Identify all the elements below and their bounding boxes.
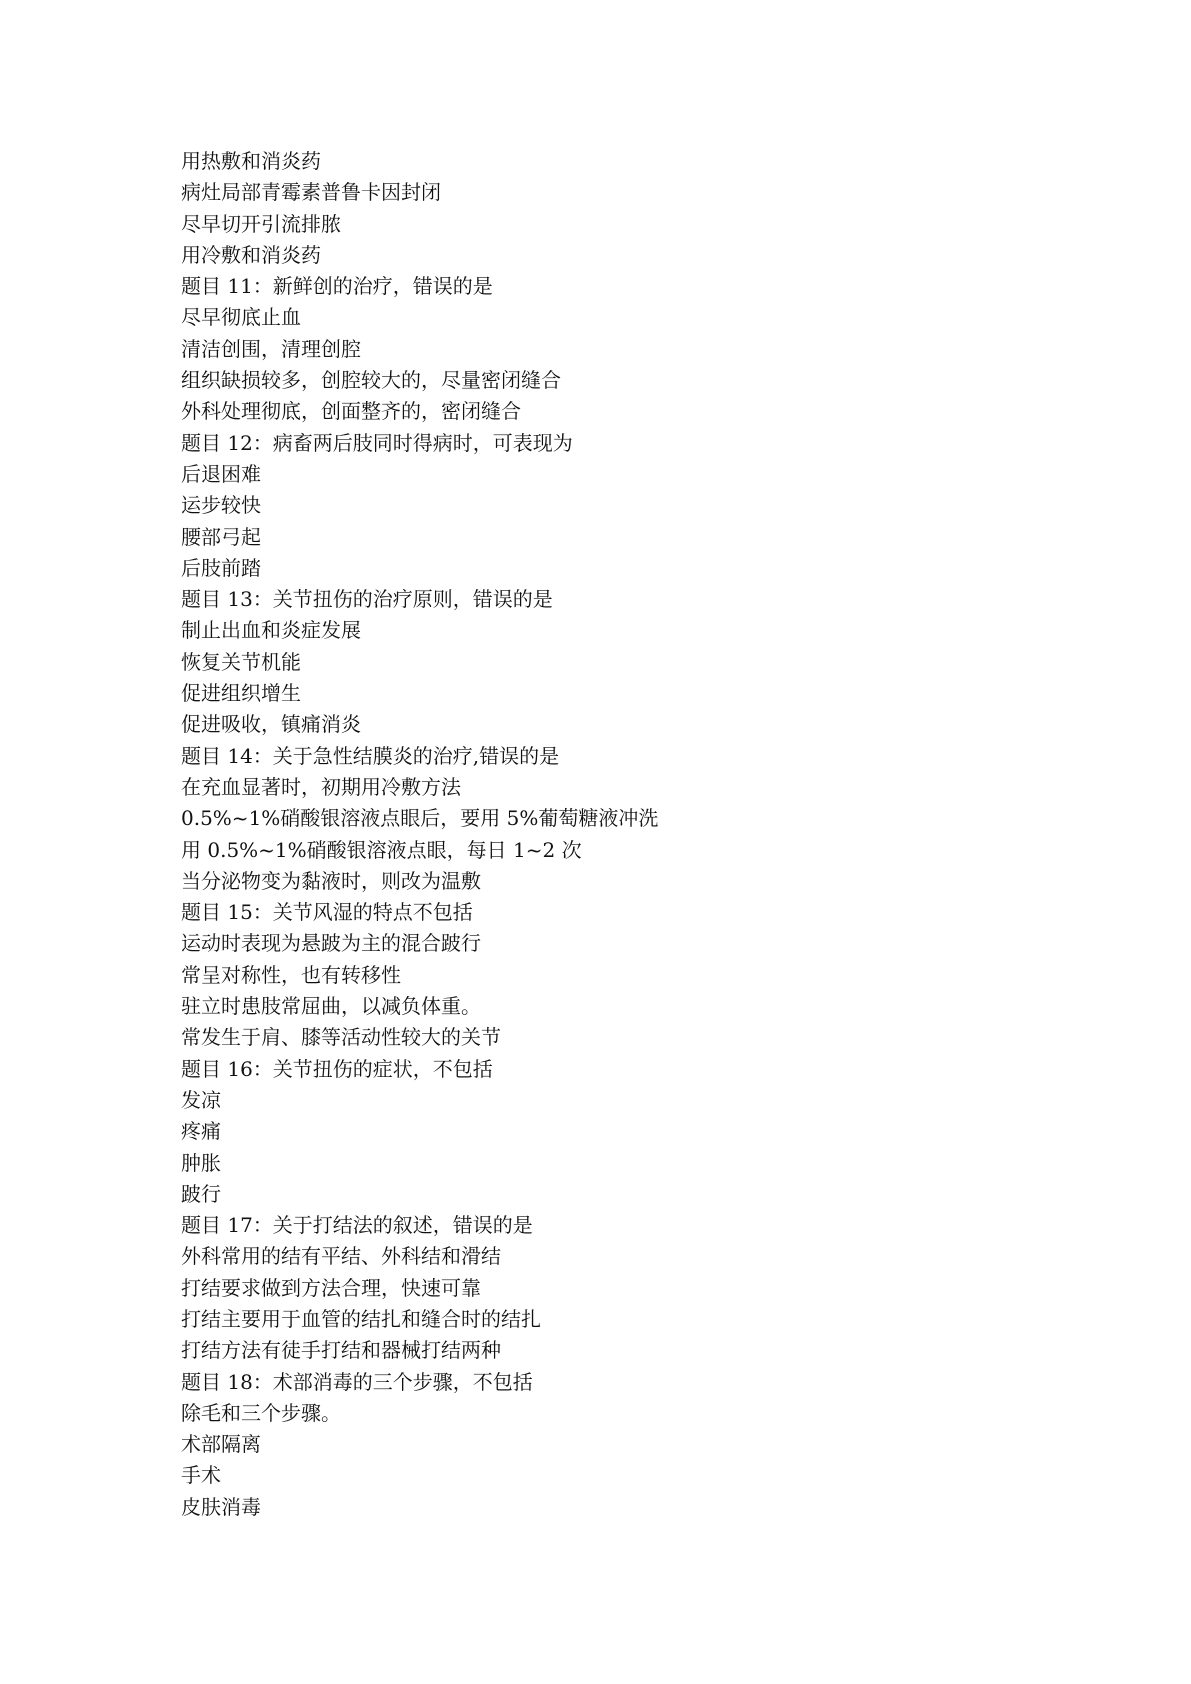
text-line: 打结要求做到方法合理，快速可靠 <box>181 1275 481 1300</box>
text-line: 疼痛 <box>181 1119 221 1144</box>
question-heading: 题目 12：病畜两后肢同时得病时，可表现为 <box>181 430 573 455</box>
text-line: 用冷敷和消炎药 <box>181 242 321 267</box>
text-line: 尽早彻底止血 <box>181 305 301 330</box>
text-line: 打结主要用于血管的结扎和缝合时的结扎 <box>181 1306 541 1331</box>
document-body <box>181 146 1081 1523</box>
text-line: 常发生于肩、膝等活动性较大的关节 <box>181 1025 501 1050</box>
text-line: 尽早切开引流排脓 <box>181 211 341 236</box>
text-line: 术部隔离 <box>181 1432 261 1457</box>
question-heading: 题目 14：关于急性结膜炎的治疗,错误的是 <box>181 743 560 768</box>
text-line: 当分泌物变为黏液时，则改为温敷 <box>181 868 481 893</box>
question-heading: 题目 18：术部消毒的三个步骤，不包括 <box>181 1369 533 1394</box>
question-heading: 题目 13：关节扭伤的治疗原则，错误的是 <box>181 587 553 612</box>
text-line: 0.5%~1%硝酸银溶液点眼后，要用 5%葡萄糖液冲洗 <box>181 806 659 831</box>
question-heading: 题目 11：新鲜创的治疗，错误的是 <box>181 274 493 299</box>
text-line: 外科常用的结有平结、外科结和滑结 <box>181 1244 501 1269</box>
text-line: 腰部弓起 <box>181 524 261 549</box>
text-line: 打结方法有徒手打结和器械打结两种 <box>181 1338 501 1363</box>
text-line: 组织缺损较多，创腔较大的，尽量密闭缝合 <box>181 368 561 393</box>
text-line: 手术 <box>181 1463 221 1488</box>
text-line: 外科处理彻底，创面整齐的，密闭缝合 <box>181 399 521 424</box>
text-line: 发凉 <box>181 1087 221 1112</box>
text-line: 跛行 <box>181 1181 221 1206</box>
text-line: 在充血显著时，初期用冷敷方法 <box>181 774 461 799</box>
text-line: 后退困难 <box>181 461 261 486</box>
text-line: 恢复关节机能 <box>181 649 301 674</box>
text-line: 用热敷和消炎药 <box>181 149 321 173</box>
text-line: 肿胀 <box>181 1150 221 1175</box>
question-heading: 题目 17：关于打结法的叙述，错误的是 <box>181 1213 533 1238</box>
text-line: 清洁创围，清理创腔 <box>181 336 361 361</box>
text-line: 驻立时患肢常屈曲，以减负体重。 <box>181 994 481 1019</box>
text-line: 运动时表现为悬跛为主的混合跛行 <box>181 931 481 956</box>
text-line: 皮肤消毒 <box>181 1494 261 1519</box>
text-line: 除毛和三个步骤。 <box>181 1400 341 1425</box>
text-line: 后肢前踏 <box>181 555 261 580</box>
text-line: 运步较快 <box>181 493 261 518</box>
text-line: 常呈对称性，也有转移性 <box>181 962 401 987</box>
text-line: 促进组织增生 <box>181 681 301 706</box>
text-line: 病灶局部青霉素普鲁卡因封闭 <box>181 180 441 205</box>
text-line: 制止出血和炎症发展 <box>181 618 361 643</box>
text-line: 促进吸收，镇痛消炎 <box>181 712 361 737</box>
text-line: 用 0.5%~1%硝酸银溶液点眼，每日 1~2 次 <box>181 837 582 862</box>
question-heading: 题目 15：关节风湿的特点不包括 <box>181 900 473 925</box>
question-heading: 题目 16：关节扭伤的症状，不包括 <box>181 1056 493 1081</box>
